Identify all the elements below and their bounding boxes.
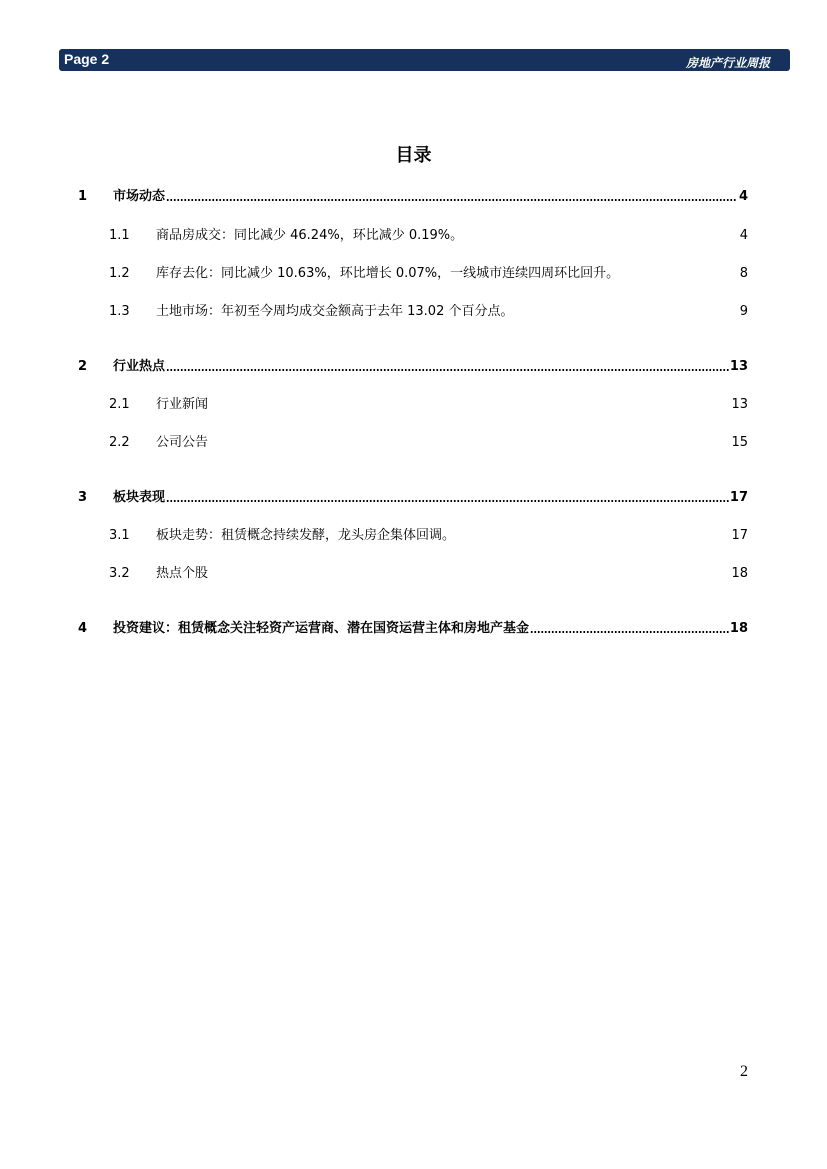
- toc-dot-leader: [166, 198, 737, 202]
- toc-section-title: 行业热点: [113, 359, 166, 374]
- header-page-label: Page 2: [64, 51, 110, 67]
- toc-item-number: 3.2: [109, 566, 130, 581]
- toc-section-title: 投资建议：租赁概念关注轻资产运营商、潜在国资运营主体和房地产基金: [113, 621, 530, 636]
- toc-item-2-2[interactable]: [78, 434, 748, 452]
- toc-section-number: 1: [78, 189, 88, 204]
- toc-item-number: 2.1: [109, 397, 130, 412]
- footer-page-number: 2: [740, 1063, 748, 1080]
- toc-item-title: 板块走势：租赁概念持续发酵，龙头房企集体回调。: [156, 528, 456, 543]
- toc-page-number: 17: [729, 490, 748, 505]
- toc-item-title: 公司公告: [156, 435, 209, 450]
- toc-dot-leader: [166, 499, 729, 503]
- toc-item-1-2[interactable]: [78, 265, 748, 283]
- toc-item-1-3[interactable]: [78, 303, 748, 321]
- toc-page-number: 13: [729, 359, 748, 374]
- toc-section-1[interactable]: [78, 188, 748, 206]
- toc-page-number: 15: [731, 435, 748, 450]
- toc-section-2[interactable]: [78, 358, 748, 376]
- toc-title: 目录: [395, 145, 432, 166]
- toc-section-number: 2: [78, 359, 88, 374]
- toc-page-number: 18: [731, 566, 748, 581]
- page-header-bar: [59, 49, 790, 71]
- toc-dot-leader: [530, 630, 729, 634]
- toc-section-4[interactable]: [78, 620, 748, 638]
- toc-item-3-2[interactable]: [78, 565, 748, 583]
- toc-item-number: 3.1: [109, 528, 130, 543]
- toc-page-number: 4: [738, 189, 748, 204]
- toc-section-title: 市场动态: [113, 189, 166, 204]
- toc-page-number: 13: [731, 397, 748, 412]
- toc-section-number: 4: [78, 621, 88, 636]
- toc-item-title: 热点个股: [156, 566, 209, 581]
- toc-item-title: 商品房成交：同比减少 46.24%，环比减少 0.19%。: [156, 228, 464, 243]
- toc-section-number: 3: [78, 490, 88, 505]
- toc-dot-leader: [166, 368, 729, 372]
- toc-section-title: 板块表现: [113, 490, 166, 505]
- toc-item-title: 土地市场：年初至今周均成交金额高于去年 13.02 个百分点。: [156, 304, 514, 319]
- toc-item-number: 2.2: [109, 435, 130, 450]
- toc-item-title: 库存去化：同比减少 10.63%，环比增长 0.07%，一线城市连续四周环比回升。: [156, 266, 620, 281]
- header-report-title: 房地产行业周报: [685, 56, 770, 70]
- toc-section-3[interactable]: [78, 489, 748, 507]
- toc-page-number: 17: [731, 528, 748, 543]
- toc-page-number: 18: [729, 621, 748, 636]
- toc-item-number: 1.3: [109, 304, 130, 319]
- toc-item-2-1[interactable]: [78, 396, 748, 414]
- toc-item-number: 1.1: [109, 228, 130, 243]
- toc-item-3-1[interactable]: [78, 527, 748, 545]
- toc-page-number: 9: [739, 304, 748, 319]
- toc-item-title: 行业新闻: [156, 397, 209, 412]
- toc-page-number: 4: [739, 228, 748, 243]
- toc-item-1-1[interactable]: [78, 227, 748, 245]
- toc-page-number: 8: [739, 266, 748, 281]
- toc-item-number: 1.2: [109, 266, 130, 281]
